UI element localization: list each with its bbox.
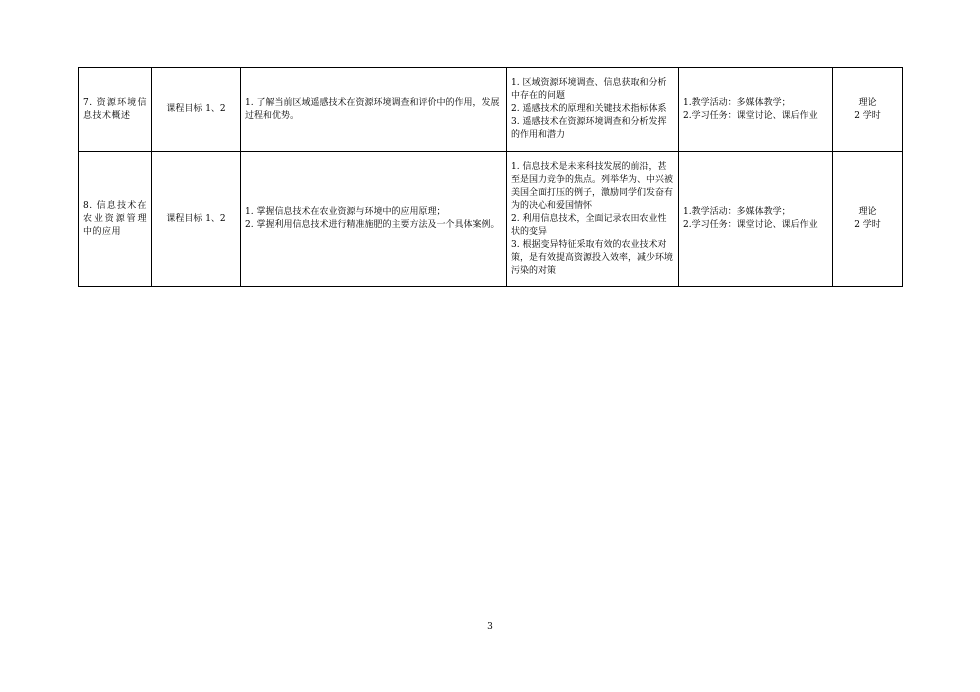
topic-cell: 7. 资源环境信息技术概述 [79, 68, 152, 152]
key-point-item: 2. 遥感技术的原理和关键技术指标体系 [511, 104, 667, 114]
requirement-item: 1. 掌握信息技术在农业资源与环境中的应用原理； [245, 207, 446, 217]
table-row [79, 68, 903, 152]
table-row [79, 152, 903, 287]
class-hours-label: 2 学时 [854, 220, 881, 230]
key-point-item: 3. 根据变异特征采取有效的农业技术对策，是有效提高资源投入效率，减少环境污染的对策 [511, 239, 674, 276]
activities-cell [679, 68, 833, 152]
key-points-cell [507, 68, 679, 152]
class-type-cell [833, 152, 903, 287]
course-schedule-table [78, 67, 903, 287]
requirements-cell [241, 152, 507, 287]
course-goal-cell: 课程目标 1、2 [152, 68, 241, 152]
topic-cell: 8. 信息技术在农业资源管理中的应用 [79, 152, 152, 287]
key-points-cell [507, 152, 679, 287]
course-goal-cell: 课程目标 1、2 [152, 152, 241, 287]
key-point-item: 1. 信息技术是未来科技发展的前沿，甚至是国力竞争的焦点。列举华为、中兴被美国全面打压的例子，激励同学们发奋有为的决心和爱国情怀 [511, 161, 674, 211]
activity-item: 2.学习任务：课堂讨论、课后作业 [683, 110, 818, 121]
key-point-item: 1. 区域资源环境调查、信息获取和分析中存在的问题 [511, 78, 667, 101]
activity-item: 1.教学活动：多媒体教学； [683, 207, 791, 217]
class-type-label: 理论 [858, 97, 877, 108]
class-type-cell [833, 68, 903, 152]
key-point-item: 2. 利用信息技术，全面记录农田农业性状的变异 [511, 213, 667, 237]
page-number: 3 [487, 622, 493, 632]
requirement-item: 1. 了解当前区域遥感技术在资源环境调查和评价中的作用，发展过程和优势。 [245, 97, 500, 121]
activity-item: 1.教学活动：多媒体教学； [683, 97, 791, 108]
activity-item: 2.学习任务：课堂讨论、课后作业 [683, 220, 818, 230]
requirements-cell [241, 68, 507, 152]
activities-cell [679, 152, 833, 287]
class-type-label: 理论 [858, 207, 877, 217]
class-hours-label: 2 学时 [854, 110, 881, 121]
requirement-item: 2. 掌握利用信息技术进行精准施肥的主要方法及一个具体案例。 [245, 220, 500, 230]
key-point-item: 3. 遥感技术在资源环境调查和分析发挥的作用和潜力 [511, 117, 667, 140]
